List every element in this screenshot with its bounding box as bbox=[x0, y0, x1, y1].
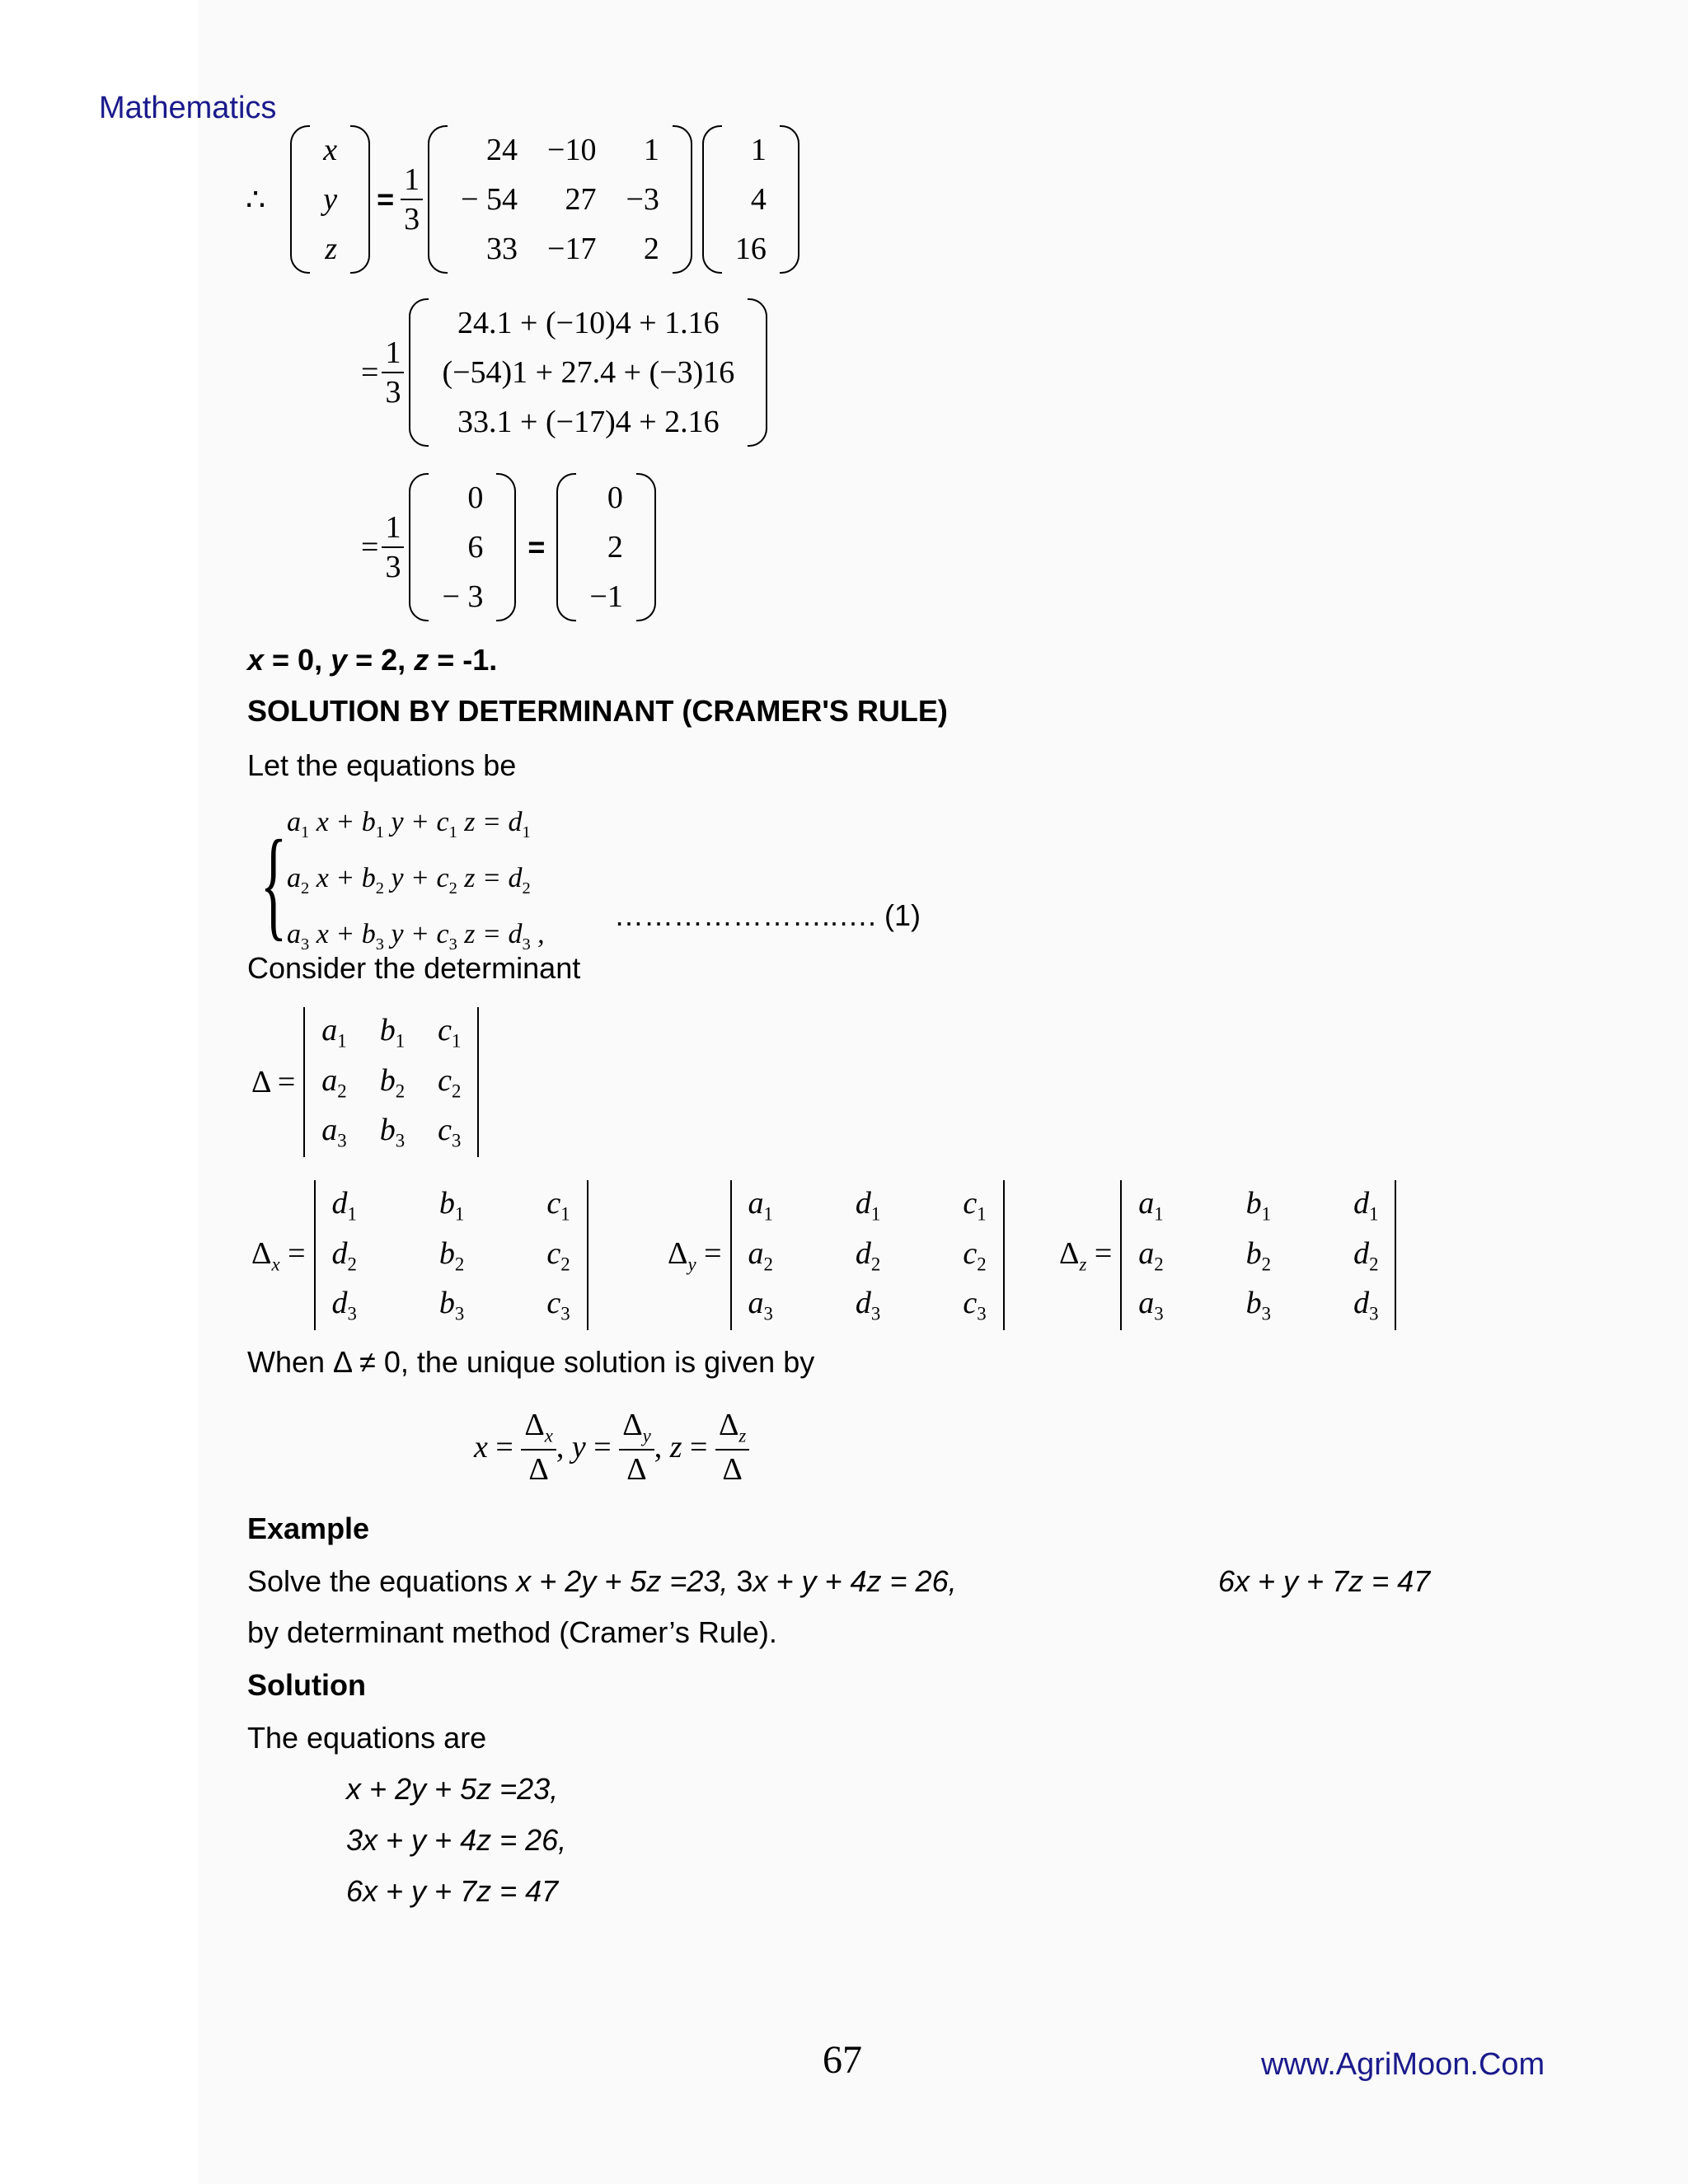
matrix-cell: 27 bbox=[565, 182, 597, 217]
equation-line: $a_1$ $x + b_1$ $y + c_1$ $z = d_1$ bbox=[287, 807, 531, 841]
vector-cell: y bbox=[323, 182, 338, 217]
delta-determinant: Δ = $a_1$ $b_1$ $c_1$ $a_2$ $b_2$ $c_2$ $a_3$ $b_3$ $c_3$ bbox=[251, 1007, 479, 1157]
delta-z-determinant: $\Delta_z$ = $a_1$ $b_1$ $d_1$ $a_2$ $b_2$ $d_2$ $a_3$ $b_3$ $d_3$ bbox=[1059, 1180, 1396, 1330]
result-vector bbox=[556, 473, 655, 621]
example-equation-3: 6x + y + 7z = 47 bbox=[1218, 1564, 1431, 1598]
vector-cell: 0 bbox=[607, 480, 623, 515]
vector-cell: 0 bbox=[467, 480, 484, 515]
delta-y-label: $\Delta_y$ = bbox=[668, 1235, 722, 1275]
cramer-formula: x = $\frac{\Delta_x}{\Delta}$ , y = $\frac{\Delta_y}{\Delta}$ , z = $\frac{\Delta_z}{\Delta}$ bbox=[474, 1409, 749, 1485]
paragraph: by determinant method (Cramer’s Rule). bbox=[247, 1615, 777, 1649]
delta-y-determinant: $\Delta_y$ = $a_1$ $d_1$ $c_1$ $a_2$ $d_2$ $c_2$ $a_3$ $d_3$ $c_3$ bbox=[668, 1180, 1005, 1330]
equation-system bbox=[244, 799, 545, 967]
paragraph: Let the equations be bbox=[247, 748, 517, 782]
matrix-cell: 33 bbox=[486, 232, 518, 266]
answer-line: x = 0, y = 2, z = -1. bbox=[247, 643, 498, 677]
therefore-symbol: ∴ bbox=[246, 182, 266, 218]
fraction-one-third: $\frac{1}{3}$ bbox=[382, 512, 404, 583]
vector-cell: (−54)1 + 27.4 + (−3)16 bbox=[442, 355, 735, 390]
vector-cell: x bbox=[323, 133, 338, 167]
fraction-one-third: $\frac{1}{3}$ bbox=[401, 164, 423, 235]
left-brace: { bbox=[260, 814, 288, 952]
variable-vector bbox=[290, 125, 370, 274]
page-number: 67 bbox=[823, 2038, 862, 2082]
vector-cell: 16 bbox=[734, 232, 767, 266]
matrix-cell: 24 bbox=[486, 133, 518, 167]
equals-sign: = bbox=[361, 530, 379, 565]
section-heading: SOLUTION BY DETERMINANT (CRAMER'S RULE) bbox=[247, 694, 948, 728]
matrix-cell: 2 bbox=[643, 232, 659, 266]
vector-cell: −1 bbox=[589, 579, 623, 614]
vector-cell: 2 bbox=[607, 530, 623, 565]
solution-equation: 3x + y + 4z = 26, bbox=[346, 1823, 567, 1857]
matrix-cell: −17 bbox=[547, 232, 597, 266]
vector-cell: 6 bbox=[467, 530, 484, 565]
matrix-equation-1 bbox=[246, 125, 799, 274]
equation-number: …………………..…. (1) bbox=[614, 898, 921, 932]
vector-cell: 24.1 + (−10)4 + 1.16 bbox=[457, 306, 720, 340]
delta-x-label: $\Delta_x$ = bbox=[251, 1235, 306, 1275]
delta-z-label: $\Delta_z$ = bbox=[1059, 1235, 1113, 1275]
matrix-cell: 1 bbox=[643, 133, 659, 167]
vector-cell: 1 bbox=[750, 133, 767, 167]
equals-sign: = bbox=[377, 182, 395, 216]
product-vector bbox=[409, 298, 767, 447]
vector-cell: 33.1 + (−17)4 + 2.16 bbox=[457, 405, 720, 439]
equals-sign: = bbox=[361, 355, 379, 390]
equation-line: $a_2$ $x + b_2$ $y + c_2$ $z = d_2$ bbox=[287, 862, 531, 898]
paragraph: The equations are bbox=[247, 1721, 487, 1755]
matrix-cell: − 54 bbox=[461, 182, 518, 217]
header-title: Mathematics bbox=[99, 91, 277, 125]
example-statement: Solve the equations x + 2y + 5z =23, 3x + y + 4z = 26, bbox=[247, 1564, 957, 1598]
result-vector-scaled bbox=[409, 473, 516, 621]
solution-heading: Solution bbox=[247, 1668, 366, 1702]
matrix-cell: −10 bbox=[547, 133, 597, 167]
example-heading: Example bbox=[247, 1511, 370, 1545]
equals-sign: = bbox=[528, 530, 546, 564]
paragraph: When Δ ≠ 0, the unique solution is given by bbox=[247, 1345, 815, 1379]
vector-cell: − 3 bbox=[442, 579, 484, 614]
inverse-matrix bbox=[428, 125, 692, 274]
solution-equation: x + 2y + 5z =23, bbox=[346, 1772, 559, 1806]
delta-x-determinant: $\Delta_x$ = $d_1$ $b_1$ $c_1$ $d_2$ $b_2$ $c_2$ $d_3$ $b_3$ $c_3$ bbox=[251, 1180, 588, 1330]
vector-cell: 4 bbox=[750, 182, 767, 217]
delta-label: Δ = bbox=[251, 1064, 296, 1099]
solution-equation: 6x + y + 7z = 47 bbox=[346, 1874, 559, 1908]
fraction-one-third: $\frac{1}{3}$ bbox=[382, 337, 404, 408]
matrix-equation-3 bbox=[361, 473, 656, 621]
paragraph: Consider the determinant bbox=[247, 951, 581, 985]
footer-link[interactable]: www.AgriMoon.Com bbox=[1261, 2047, 1545, 2082]
equation-line: $a_3$ $x + b_3$ $y + c_3$ $z = d_3$ , bbox=[287, 918, 545, 954]
matrix-cell: −3 bbox=[626, 182, 659, 217]
constant-vector bbox=[702, 125, 799, 274]
vector-cell: z bbox=[325, 232, 338, 266]
matrix-equation-2 bbox=[361, 298, 767, 447]
